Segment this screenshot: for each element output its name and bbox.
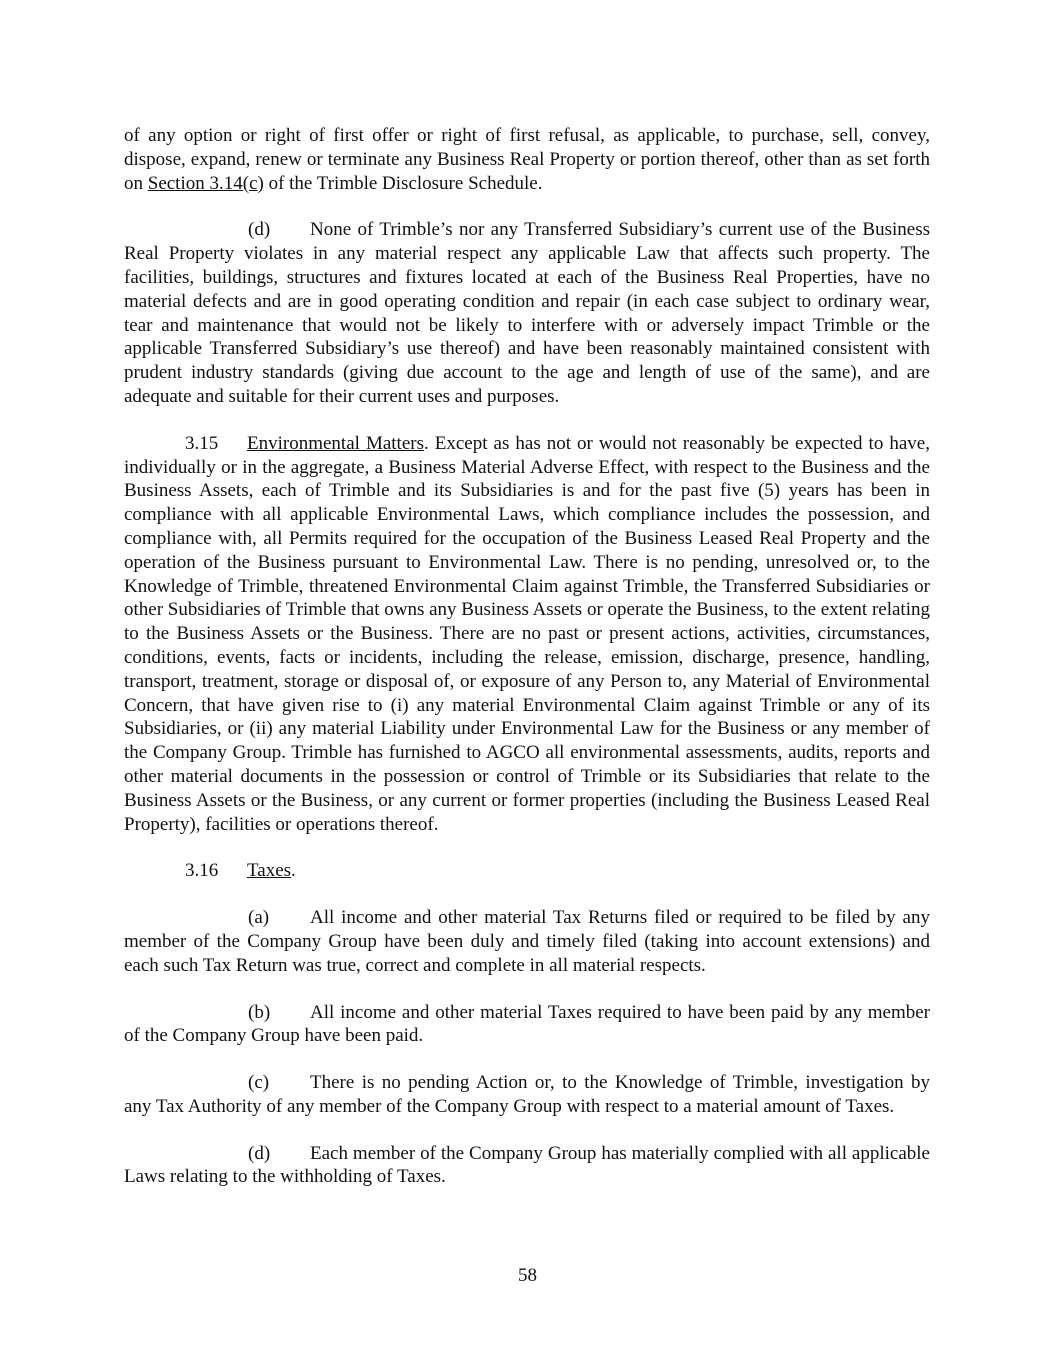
tax-subsection-d	[124, 1142, 930, 1190]
subsection-label: (b)	[248, 1001, 271, 1023]
heading-period: .	[291, 860, 296, 882]
page-number: 58	[518, 1265, 537, 1286]
document-body	[124, 124, 930, 1189]
subsection-label: (d)	[248, 1142, 271, 1164]
subsection-label: (c)	[248, 1072, 270, 1094]
paragraph-text: All income and other material Taxes required to have been paid by any member of the Company Group have been paid.	[124, 1001, 930, 1047]
paragraph-text: There is no pending Action or, to the Knowledge of Trimble, investigation by any Tax Authority of any member of the Company Group with respect to a material amount of Taxes.	[124, 1072, 930, 1117]
paragraph-text: of any option or right of first offer or right of first refusal, as applicable, to purchase, sell, convey, dispose, expand, renew or terminate any Business Real Property or portion thereof, other than as set forth on	[124, 125, 930, 194]
paragraph-text: of the Trimble Disclosure Schedule.	[263, 172, 543, 194]
paragraph-text: All income and other material Tax Returns filed or required to be filed by any member of the Company Group have been duly and timely filed (taking into account extensions) and each such Tax Return was true, correct and complete in all material respects.	[124, 907, 930, 976]
subsection-label: (a)	[248, 907, 270, 929]
tax-subsection-b	[124, 1001, 930, 1049]
paragraph-text: . Except as has not or would not reasonably be expected to have, individually or in the aggregate, a Business Material Adverse Effect, with respect to the Business and the Business Assets, each of Trimble and its Subsidiaries is and for the past five (5) years has been in compliance with all applicable Environmental Laws, which compliance includes the possession, and compliance with, all Permits required for the occupation of the Business Leased Real Property and the operation of the Business pursuant to Environmental Law. There is no pending, unresolved or, to the Knowledge of Trimble, threatened Environmental Claim against Trimble, the Transferred Subsidiaries or other Subsidiaries of Trimble that owns any Business Assets or operate the Business, to the extent relating to the Business Assets or the Business. There are no past or present actions, activities, circumstances, conditions, events, facts or incidents, including the release, emission, discharge, presence, handling, transport, treatment, storage or disposal of, or exposure of any Person to, any Material of Environmental Concern, that have given rise to (i) any material Environmental Claim against Trimble or any of its Subsidiaries, or (ii) any material Liability under Environmental Law for the Business or any member of the Company Group. Trimble has furnished to AGCO all environmental assessments, audits, reports and other material documents in the possession or control of Trimble or its Subsidiaries that relate to the Business Assets or the Business, or any current or former properties (including the Business Leased Real Property), facilities or operations thereof.	[124, 432, 930, 835]
subsection-label: (d)	[248, 219, 271, 241]
paragraph-continuation	[124, 124, 930, 195]
paragraph-text: None of Trimble’s nor any Transferred Subsidiary’s current use of the Business Real Property violates in any material respect any applicable Law that affects such property. The facilities, buildings, structures and fixtures located at each of the Business Real Properties, have no material defects and are in good operating condition and repair (in each case subject to ordinary wear, tear and maintenance that would not be likely to interfere with or adversely impact Trimble or the applicable Transferred Subsidiary’s use thereof) and have been reasonably maintained consistent with prudent industry standards (giving due account to the age and length of use of the same), and are adequate and suitable for their current uses and purposes.	[124, 219, 930, 407]
tax-subsection-c	[124, 1071, 930, 1119]
section-number: 3.15	[185, 432, 219, 454]
section-heading: Environmental Matters	[247, 432, 424, 454]
section-reference-link: Section 3.14(c)	[147, 172, 264, 194]
section-number: 3.16	[185, 860, 219, 882]
section-3-15	[124, 432, 930, 837]
paragraph-text: Each member of the Company Group has materially complied with all applicable Laws relating to the withholding of Taxes.	[124, 1142, 930, 1188]
subsection-d-property	[124, 218, 930, 408]
tax-subsection-a	[124, 906, 930, 977]
section-3-16	[124, 859, 930, 883]
section-heading: Taxes	[247, 860, 292, 882]
